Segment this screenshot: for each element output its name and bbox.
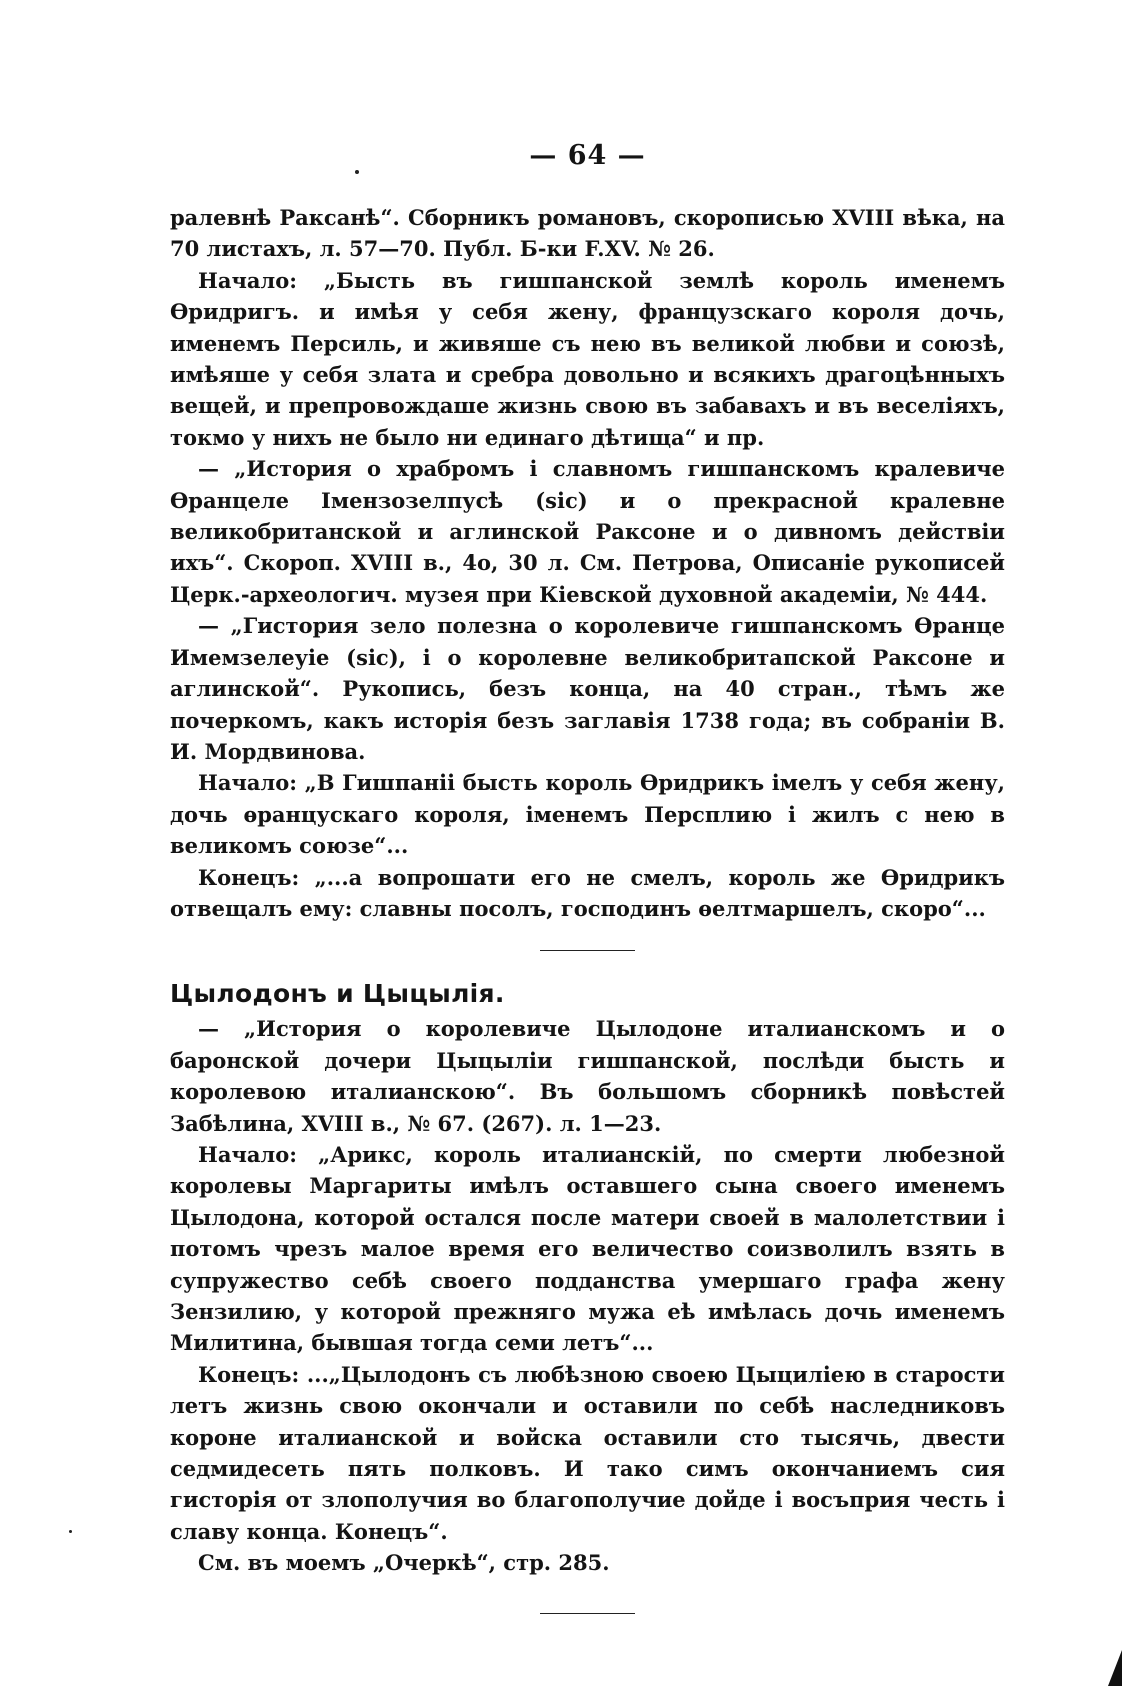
paragraph-continuation: ралевнѣ Раксанѣ“. Сборникъ романовъ, скорописью XVIII вѣка, на 70 листахъ, л. 57—70. Публ. Б-ки F.XV. № 26. — [170, 205, 1005, 262]
end-divider — [540, 1613, 635, 1614]
page-number: — 64 — — [529, 140, 646, 171]
section-paragraph-reference: См. въ моемъ „Очеркѣ“, стр. 285. — [198, 1550, 610, 1576]
section-divider — [540, 950, 635, 951]
section-paragraph-ending: Конецъ: ...„Цылодонъ съ любѣзною своею Цыциліею в старости летъ жизнь свою окончали и оставили по себѣ наследниковъ короне италианской и войска оставили сто тысячь, двести седмидесеть пять полковъ. И тако симъ окончаниемъ сия гисторія от злополучия во благополучие дойде і восъприя честь і славу конца. Конецъ“. — [170, 1361, 1005, 1544]
paragraph-manuscript-2: — „Гистория зело полезна о королевиче гишпанскомъ Ѳранце Имемзелеуіе (sic), і о королевне великобритапской Раксоне и аглинской“. Рукопись, безъ конца, на 40 стран., тѣмъ же почеркомъ, какъ исторія безъ заглавія 1738 года; въ собраніи В. И. Мордвинова. — [170, 613, 1005, 764]
section-paragraph-beginning: Начало: „Арикс, король италианскій, по смерти любезной королевы Маргариты имѣлъ оставшего сына своего именемъ Цылодона, которой остался после матери своей в малолетствии і потомъ чрезъ малое время его величество соизволилъ взять в супружество себѣ своего подданства умершаго графа жену Зензилию, у которой прежняго мужа eѣ имѣлась дочь именемъ Милитина, бывшая тогда семи летъ“... — [170, 1141, 1005, 1356]
book-page — [170, 140, 1005, 1614]
section-paragraph-manuscript: — „История о королевиче Цылодоне италианскомъ и о баронской дочери Цыцыліи гишпанской, послѣди бысть и королевою италианскою“. Въ большомъ сборникѣ повѣстей Забѣлина, XVIII в., № 67. (267). л. 1—23. — [170, 1016, 1005, 1136]
paragraph-manuscript-1: — „История о храбромъ і славномъ гишпанскомъ кралевиче Ѳранцеле Імензозелпусѣ (sic) и о прекрасной кралевне великобританской и аглинской Раксоне и о дивномъ действіи ихъ“. Скороп. XVIII в., 4о, 30 л. См. Петрова, Описаніе рукописей Церк.-археологич. музея при Кіевской духовной академіи, № 444. — [170, 456, 1005, 607]
scan-corner-mark — [1108, 1650, 1122, 1686]
section-title: Цылодонъ и Цыцылія. — [170, 979, 505, 1009]
scan-speck — [355, 170, 359, 174]
paragraph-ending-1: Конецъ: „...а вопрошати его не смелъ, король же Ѳридрикъ отвещалъ ему: славны посолъ, господинъ ѳелтмаршелъ, скоро“... — [170, 864, 1005, 921]
paragraph-beginning-2: Начало: „В Гишпаніі бысть король Ѳридрикъ імелъ у себя жену, дочь ѳранцускаго короля, іменемъ Персплию і жилъ с нею в великомъ союзе“... — [170, 770, 1005, 859]
paragraph-beginning-1: Начало: „Бысть въ гишпанской землѣ король именемъ Ѳридригъ. и имѣя у себя жену, французскаго короля дочь, именемъ Персиль, и живяше съ нею въ великой любви и союзѣ, имѣяше у себя злата и сребра довольно и всякихъ драгоцѣнныхъ вещей, и препровождаше жизнь свою въ забавахъ и въ веселіяхъ, токмо у нихъ не было ни единаго дѣтища“ и пр. — [170, 267, 1005, 450]
scan-speck — [69, 1530, 72, 1533]
